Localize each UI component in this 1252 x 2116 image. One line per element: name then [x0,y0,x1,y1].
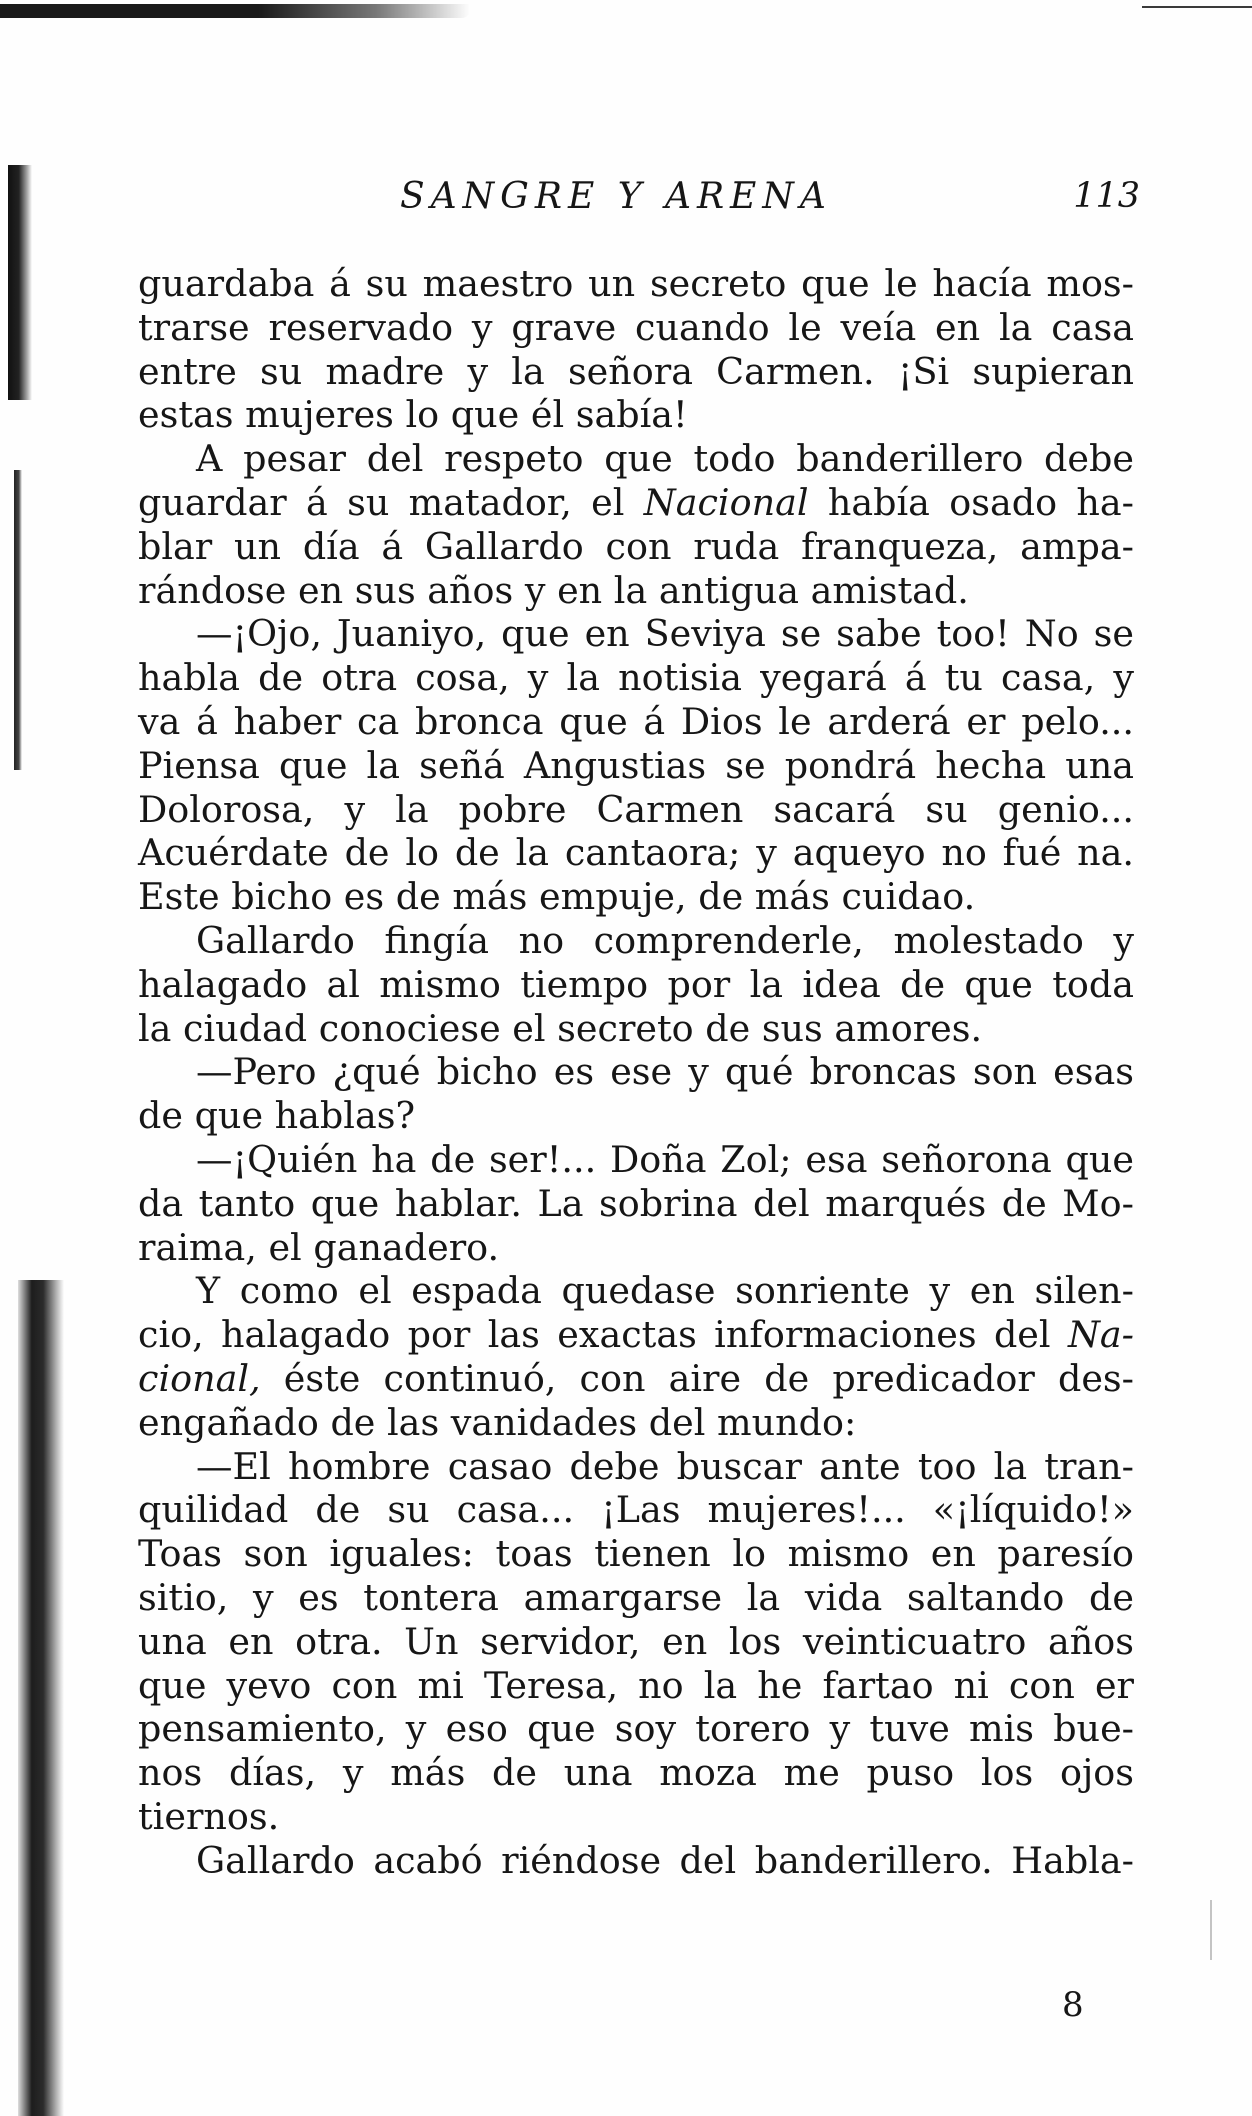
text-line: guardar á su matador, el Nacional había osado ha- [138,480,1134,524]
text-line: cio, halagado por las exactas informaciones del Na- [138,1313,1134,1357]
scan-speck [1210,1900,1212,1960]
text-line: Este bicho es de más empuje, de más cuidao. [138,875,976,919]
scan-edge-line-top-right [1142,6,1252,8]
text-line: entre su madre y la señora Carmen. ¡Si supieran [138,349,1134,393]
text-line: sitio, y es tontera amargarse la vida saltando de [138,1575,1134,1619]
text-line: va á haber ca bronca que á Dios le arderá er pelo... [138,699,1134,743]
text-line: da tanto que hablar. La sobrina del marqués de Mo- [138,1181,1134,1225]
text-line: de que hablas? [138,1094,416,1138]
page-header [400,176,1140,226]
page-number: 113 [1073,176,1140,216]
text-line: raima, el ganadero. [138,1225,500,1269]
running-title: SANGRE Y ARENA [400,176,832,217]
scan-edge-shadow-left-middle [14,470,22,770]
text-line: Gallardo acabó riéndose del banderillero. Habla- [196,1838,1134,1882]
italic-term: Nacional [643,480,809,524]
text-line: la ciudad conociese el secreto de sus amores. [138,1006,983,1050]
text-line: cional, éste continuó, con aire de predicador des- [138,1356,1134,1400]
scan-edge-shadow-left-upper [8,165,32,400]
text-line: guardaba á su maestro un secreto que le hacía mos- [138,262,1134,305]
body-text [138,262,1134,1882]
text-line: que yevo con mi Teresa, no la he fartao ni con er [138,1663,1134,1707]
scan-edge-shadow-left-lower [18,1280,64,2116]
text-line: trarse reservado y grave cuando le veía en la casa [138,305,1134,349]
text-line: Y como el espada quedase sonriente y en silen- [196,1269,1134,1313]
text-line: rándose en sus años y en la antigua amistad. [138,568,969,612]
italic-term: Na- [1067,1313,1134,1357]
scan-edge-shadow-top [0,4,470,18]
text-line: —El hombre casao debe buscar ante too la tran- [196,1444,1134,1488]
text-line: tiernos. [138,1794,280,1838]
text-line: Acuérdate de lo de la cantaora; y aqueyo no fué na. [138,831,1134,875]
text-line: Piensa que la señá Angustias se pondrá hecha una [138,743,1134,787]
text-line: Gallardo fingía no comprenderle, molestado y [196,918,1134,962]
text-line: engañado de las vanidades del mundo: [138,1400,857,1444]
text-line: blar un día á Gallardo con ruda franqueza, ampa- [138,524,1134,568]
text-line: —¡Ojo, Juaniyo, que en Seviya se sabe too! No se [196,612,1134,656]
text-line: quilidad de su casa... ¡Las mujeres!... «¡líquido!» [138,1488,1134,1532]
signature-mark: 8 [1062,1985,1084,2025]
text-line: una en otra. Un servidor, en los veinticuatro años [138,1619,1134,1663]
text-line: Dolorosa, y la pobre Carmen sacará su genio... [138,787,1134,831]
text-line: habla de otra cosa, y la notisia yegará á tu casa, y [138,656,1134,700]
text-line: nos días, y más de una moza me puso los ojos [138,1751,1134,1795]
text-line: —¡Quién ha de ser!... Doña Zol; esa señorona que [196,1137,1134,1181]
text-line: estas mujeres lo que él sabía! [138,393,688,437]
text-line: Toas son iguales: toas tienen lo mismo en paresío [138,1532,1134,1576]
text-line: halagado al mismo tiempo por la idea de que toda [138,962,1134,1006]
text-line: A pesar del respeto que todo banderillero debe [196,437,1134,481]
text-line: pensamiento, y eso que soy torero y tuve mis bue- [138,1707,1134,1751]
italic-term: cional, [138,1356,261,1400]
text-line: —Pero ¿qué bicho es ese y qué broncas son esas [196,1050,1134,1094]
